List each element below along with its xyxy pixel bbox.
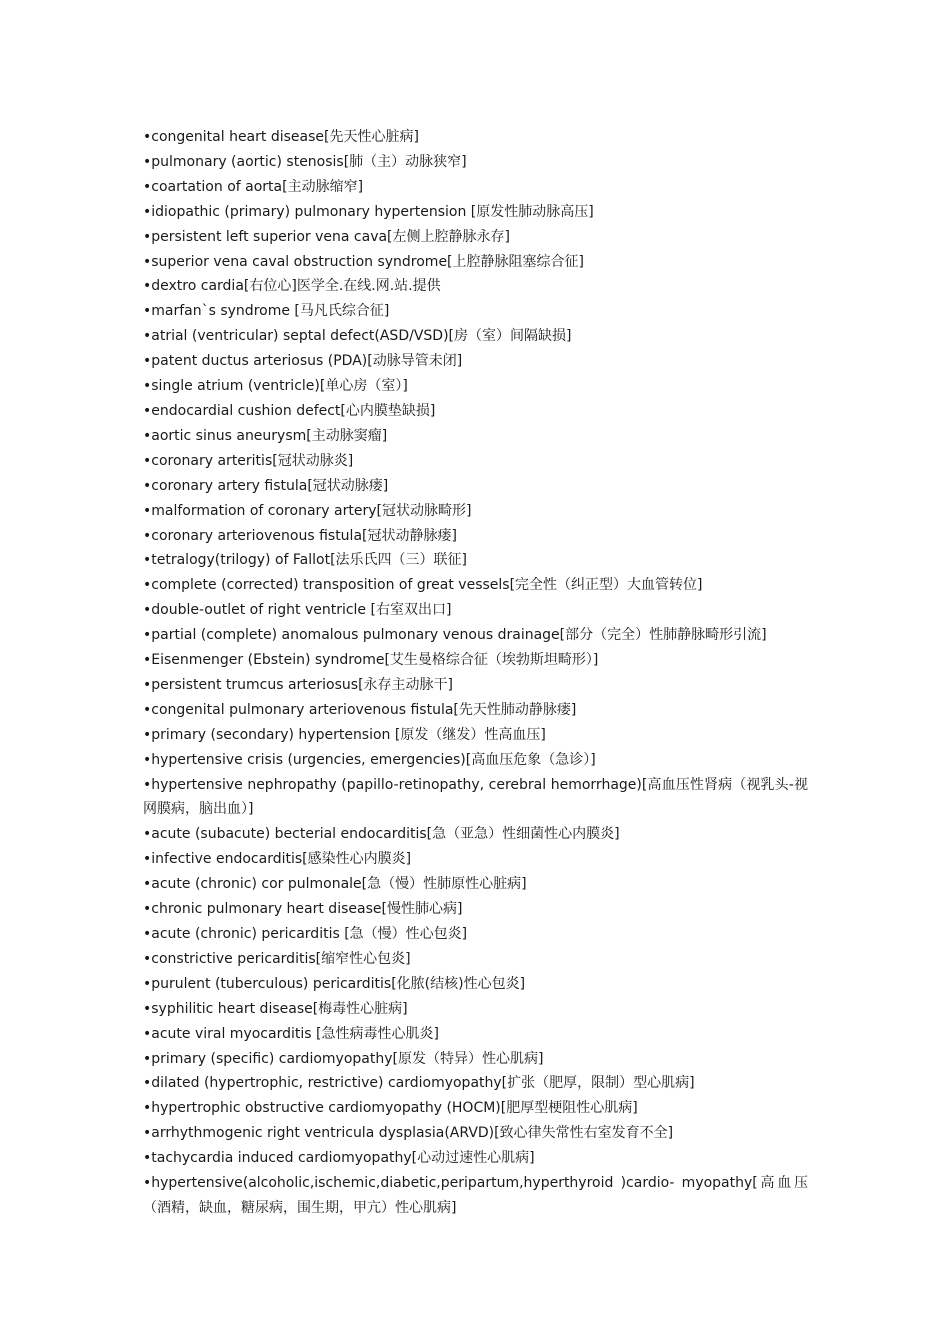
list-item: •single atrium (ventricle)[单心房（室）] [143,378,408,395]
list-item: •primary (secondary) hypertension [原发（继发）性高血压] [143,726,546,743]
list-item: •endocardial cushion defect[心内膜垫缺损] [143,402,436,419]
list-item: •superior vena caval obstruction syndrome[上腔静脉阻塞综合征] [143,253,584,270]
list-item: •tachycardia induced cardiomyopathy[心动过速性心肌病] [143,1150,535,1167]
list-item: •Eisenmenger (Ebstein) syndrome[艾生曼格综合征（埃勃斯坦畸形）] [143,652,599,669]
list-item: •malformation of coronary artery[冠状动脉畸形] [143,502,472,519]
list-item: •acute viral myocarditis [急性病毒性心肌炎] [143,1025,439,1042]
list-item: •purulent (tuberculous) pericarditis[化脓(结核)性心包炎] [143,975,526,992]
list-item: •persistent left superior vena cava[左侧上腔静脉永存] [143,228,510,245]
list-item: •infective endocarditis[感染性心内膜炎] [143,851,412,868]
list-item: •coronary arteriovenous fistula[冠状动静脉瘘] [143,527,457,544]
list-item: •idiopathic (primary) pulmonary hypertension [原发性肺动脉高压] [143,203,594,220]
list-item: •dilated (hypertrophic, restrictive) cardiomyopathy[扩张（肥厚，限制）型心肌病] [143,1075,695,1092]
list-item: •acute (subacute) becterial endocarditis[急（亚急）性细菌性心内膜炎] [143,826,620,843]
term-list [143,125,808,1221]
list-item: •pulmonary (aortic) stenosis[肺（主）动脉狭窄] [143,153,467,170]
list-item: •hypertensive crisis (urgencies, emergencies)[高血压危象（急诊）] [143,751,596,768]
list-item: •constrictive pericarditis[缩窄性心包炎] [143,950,411,967]
list-item: •hypertensive(alcoholic,ischemic,diabetic,peripartum,hyperthyroid )cardio- myopathy[高血压（酒精，缺血，糖尿病，围生期，甲亢）性心肌病] [143,1175,808,1216]
list-item: •atrial (ventricular) septal defect(ASD/VSD)[房（室）间隔缺损] [143,328,572,345]
list-item: •arrhythmogenic right ventricula dysplasia(ARVD)[致心律失常性右室发育不全] [143,1125,674,1142]
list-item: •double-outlet of right ventricle [右室双出口] [143,602,452,619]
list-item: •hypertensive nephropathy (papillo-retinopathy, cerebral hemorrhage)[高血压性肾病（视乳头-视网膜病，脑出血）] [143,776,808,818]
list-item: •aortic sinus aneurysm[主动脉窦瘤] [143,427,388,444]
list-item: •tetralogy(trilogy) of Fallot[法乐氏四（三）联征] [143,552,467,569]
list-item: •acute (chronic) cor pulmonale[急（慢）性肺原性心脏病] [143,876,527,893]
list-item: •coronary artery fistula[冠状动脉瘘] [143,477,389,494]
list-item: •congenital pulmonary arteriovenous fistula[先天性肺动静脉瘘] [143,701,577,718]
list-item: •persistent trumcus arteriosus[永存主动脉干] [143,676,454,693]
list-item: •hypertrophic obstructive cardiomyopathy (HOCM)[肥厚型梗阻性心肌病] [143,1100,638,1117]
list-item: •syphilitic heart disease[梅毒性心脏病] [143,1000,408,1017]
list-item: •coartation of aorta[主动脉缩窄] [143,178,364,195]
list-item: •partial (complete) anomalous pulmonary venous drainage[部分（完全）性肺静脉畸形引流] [143,627,767,644]
list-item: •complete (corrected) transposition of great vessels[完全性（纠正型）大血管转位] [143,577,703,594]
list-item: •patent ductus arteriosus (PDA)[动脉导管未闭] [143,353,463,370]
list-item: •primary (specific) cardiomyopathy[原发（特异）性心肌病] [143,1050,544,1067]
list-item: •acute (chronic) pericarditis [急（慢）性心包炎] [143,926,468,942]
list-item: •coronary arteritis[冠状动脉炎] [143,452,354,469]
list-item: •congenital heart disease[先天性心脏病] [143,129,419,145]
list-item: •dextro cardia[右位心]医学全.在线.网.站.提供 [143,278,441,295]
list-item: •marfan`s syndrome [马凡氏综合征] [143,303,390,320]
list-item: •chronic pulmonary heart disease[慢性肺心病] [143,901,463,918]
